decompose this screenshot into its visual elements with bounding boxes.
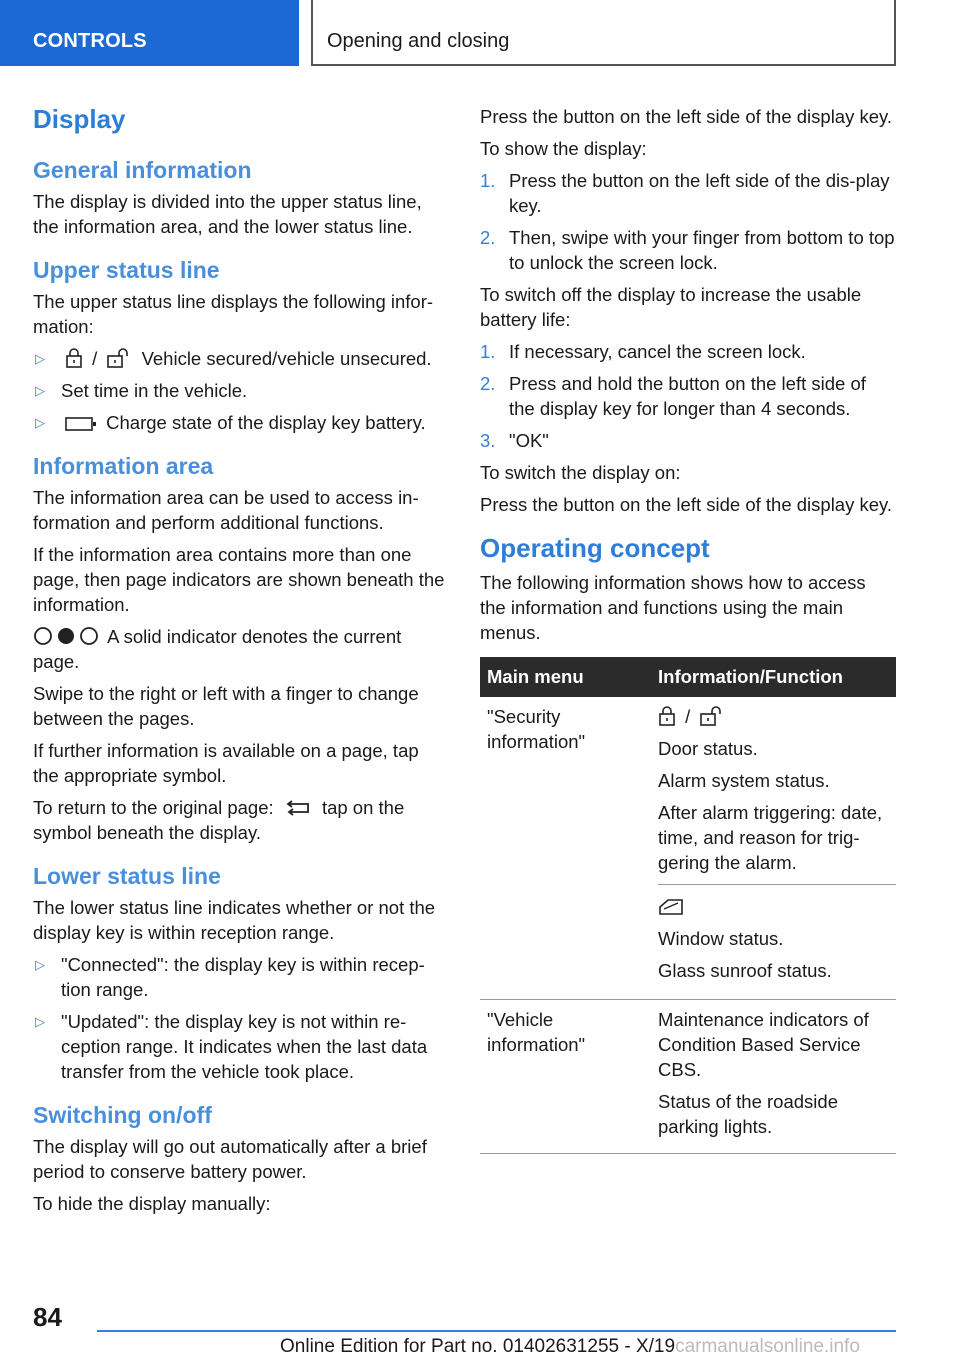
- lock-closed-icon: [658, 706, 676, 726]
- section-tab: [0, 0, 299, 66]
- off-steps: [480, 339, 896, 453]
- table-row: [480, 1000, 896, 1154]
- function-line: Alarm system status.: [658, 770, 830, 791]
- lower-heading: Lower status line: [33, 863, 221, 889]
- function-line: Door status.: [658, 738, 758, 759]
- lower-status-section: [33, 863, 447, 1084]
- page-indicator-icon: [33, 626, 99, 646]
- info-p2: If the information area contains more than one page, then page indicators are shown beneath the information.: [33, 544, 445, 615]
- concept-intro: The following information shows how to access the information and functions using the main menus.: [480, 572, 866, 643]
- window-block: [658, 894, 896, 992]
- step-text: Press and hold the button on the left side of the display key for longer than 4 seconds.: [509, 373, 866, 419]
- info-p1: The information area can be used to access in‐formation and perform additional functions.: [33, 487, 419, 533]
- section-label: CONTROLS: [33, 30, 147, 52]
- list-item: 2. Press and hold the button on the left side of the display key for longer than 4 seconds.: [480, 373, 866, 419]
- right-p3: To switch off the display to increase the usable battery life:: [480, 284, 862, 330]
- right-column: [480, 104, 896, 1154]
- table-row: [480, 697, 896, 1000]
- page-number: 84: [33, 1302, 62, 1332]
- footer-edition: [280, 1336, 860, 1358]
- info-p6b: tap on the symbol beneath the display.: [33, 797, 405, 843]
- edition-text: Online Edition for Part no. 01402631255 - X/19: [280, 1336, 676, 1357]
- list-item: [33, 410, 447, 435]
- footer-divider: [97, 1330, 896, 1332]
- function-cell: [651, 1000, 896, 1154]
- left-column: [33, 100, 447, 1234]
- chapter-label: Opening and closing: [327, 30, 510, 52]
- step-text: Press the button on the left side of the dis‐play key.: [509, 170, 890, 216]
- list-item: 1. If necessary, cancel the screen lock.: [480, 341, 806, 362]
- lock-closed-icon: [65, 348, 83, 368]
- item-text: Set time in the vehicle.: [61, 380, 248, 401]
- table-header-menu: Main menu: [480, 657, 651, 697]
- triangle-bullet-icon: ▷: [35, 1014, 45, 1029]
- function-line: After alarm triggering: date, time, and reason for trig‐gering the alarm.: [658, 802, 883, 873]
- menu-cell: "Vehicle information": [480, 1000, 651, 1154]
- list-item: [33, 952, 447, 1002]
- item-text: Charge state of the display key battery.: [106, 412, 426, 433]
- list-item: [33, 378, 447, 403]
- right-p4: To switch the display on:: [480, 462, 681, 483]
- info-p3: A solid indicator denotes the current page.: [33, 626, 402, 672]
- triangle-bullet-icon: ▷: [35, 415, 45, 430]
- lock-open-icon: [106, 348, 132, 368]
- general-section: [33, 157, 447, 239]
- general-text: The display is divided into the upper status line, the information area, and the lower status line.: [33, 191, 422, 237]
- battery-icon: [65, 416, 97, 432]
- info-heading: Information area: [33, 453, 214, 479]
- function-line: Glass sunroof status.: [658, 960, 832, 981]
- upper-intro: The upper status line displays the following infor‐mation:: [33, 291, 434, 337]
- list-item: 1. Press the button on the left side of the dis‐play key.: [480, 170, 890, 216]
- slash-text: /: [92, 348, 98, 369]
- function-line: Maintenance indicators of Condition Based Service CBS.: [658, 1009, 869, 1080]
- right-p1: Press the button on the left side of the display key.: [480, 106, 893, 127]
- function-line: Window status.: [658, 928, 784, 949]
- page-title: Display: [33, 104, 126, 134]
- upper-status-section: [33, 257, 447, 435]
- switching-p1: The display will go out automatically after a brief period to conserve battery power.: [33, 1136, 427, 1182]
- list-item: [33, 1009, 447, 1084]
- window-icon: [658, 898, 684, 916]
- info-p4: Swipe to the right or left with a finger to change between the pages.: [33, 683, 419, 729]
- information-area-section: [33, 453, 447, 845]
- right-p2: To show the display:: [480, 138, 647, 159]
- item-text: Vehicle secured/vehicle unsecured.: [141, 348, 432, 369]
- step-text: Then, swipe with your finger from bottom to top to unlock the screen lock.: [509, 227, 895, 273]
- lower-intro: The lower status line indicates whether or not the display key is within reception range.: [33, 897, 436, 943]
- show-steps: [480, 168, 896, 275]
- lock-open-icon: [699, 706, 725, 726]
- triangle-bullet-icon: ▷: [35, 383, 45, 398]
- switching-p2: To hide the display manually:: [33, 1193, 271, 1214]
- watermark-text: carmanualsonline.info: [675, 1336, 860, 1357]
- right-p5: Press the button on the left side of the display key.: [480, 494, 893, 515]
- triangle-bullet-icon: ▷: [35, 351, 45, 366]
- upper-list: [33, 346, 447, 435]
- return-arrow-icon: [283, 799, 313, 817]
- menu-cell: "Security information": [480, 697, 651, 1000]
- info-p6-row: [33, 795, 447, 845]
- list-item: [33, 346, 447, 371]
- main-menu-table: [480, 657, 896, 1154]
- switching-section: [33, 1102, 447, 1216]
- table-header-function: Information/Function: [651, 657, 896, 697]
- upper-heading: Upper status line: [33, 257, 220, 283]
- concept-heading: Operating concept: [480, 533, 710, 563]
- general-heading: General information: [33, 157, 252, 183]
- security-block: [658, 704, 896, 885]
- function-cell: [651, 697, 896, 1000]
- step-text: If necessary, cancel the screen lock.: [509, 341, 806, 362]
- info-p3-row: [33, 624, 447, 674]
- switching-heading: Switching on/off: [33, 1102, 212, 1128]
- info-p5: If further information is available on a page, tap the appropriate symbol.: [33, 740, 419, 786]
- function-line: Status of the roadside parking lights.: [658, 1091, 838, 1137]
- step-text: "OK": [509, 430, 549, 451]
- slash-text: /: [685, 706, 691, 727]
- list-item: 3. "OK": [480, 430, 549, 451]
- item-text: "Updated": the display key is not within re‐ception range. It indicates when the last data transfer from the vehicle took place.: [61, 1011, 428, 1082]
- chapter-tab: [311, 0, 896, 66]
- info-p6a: To return to the original page:: [33, 797, 274, 818]
- item-text: "Connected": the display key is within recep‐tion range.: [61, 954, 425, 1000]
- triangle-bullet-icon: ▷: [35, 957, 45, 972]
- list-item: 2. Then, swipe with your finger from bottom to top to unlock the screen lock.: [480, 227, 895, 273]
- lower-list: [33, 952, 447, 1084]
